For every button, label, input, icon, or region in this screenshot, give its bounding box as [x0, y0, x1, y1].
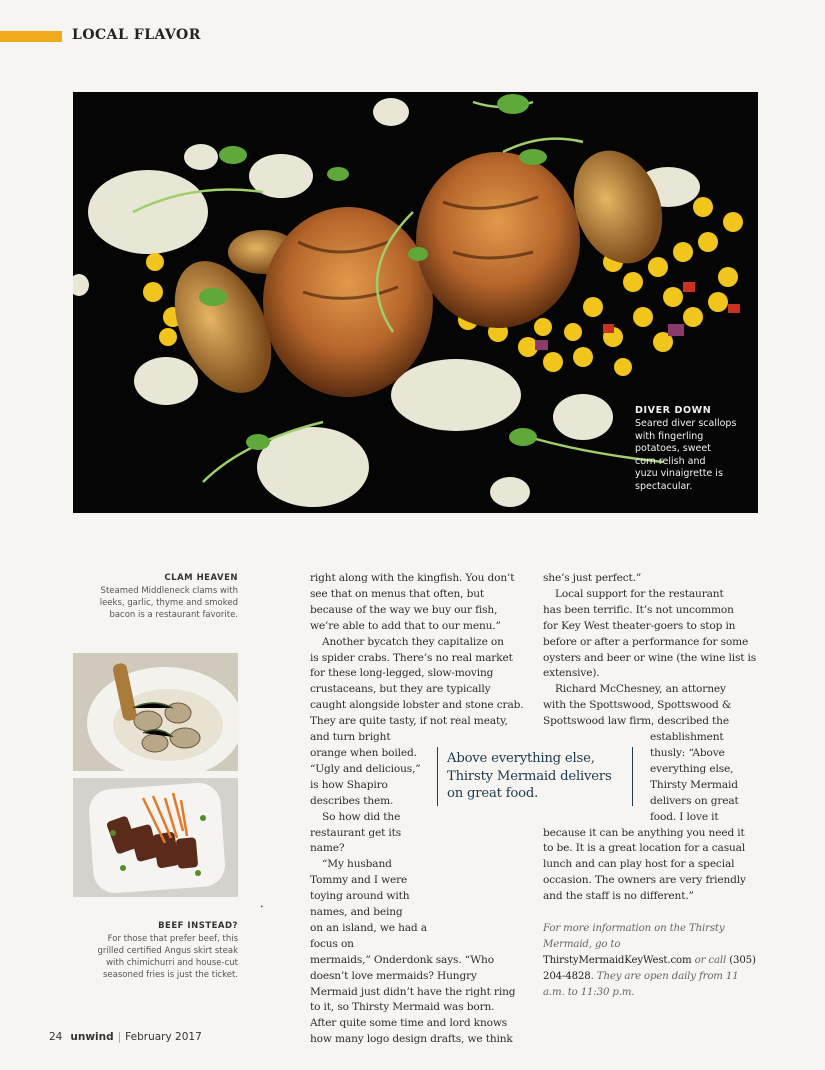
- article-line: thusly: “Above: [650, 746, 725, 759]
- article-line: how many logo design drafts, we think: [310, 1033, 513, 1046]
- pull-quote-line: on great food.: [447, 786, 539, 801]
- steak-photo: [73, 778, 238, 897]
- article-line: extensive).: [543, 667, 600, 680]
- article-line: describes them.: [310, 794, 394, 807]
- more-info: [543, 921, 761, 1001]
- article-line: Richard McChesney, an attorney: [555, 683, 726, 696]
- article-line: is spider crabs. There’s no real market: [310, 651, 513, 664]
- more-info-text: For more information on the Thirsty Mermaid, go to: [543, 923, 725, 950]
- caption-line: with fingerling: [635, 430, 704, 442]
- decorative-mark: •: [260, 904, 264, 911]
- article-line: has been terrific. It’s not uncommon: [543, 603, 734, 616]
- article-line: caught alongside lobster and stone crab.: [310, 699, 524, 712]
- article-line: After quite some time and lord knows: [310, 1017, 508, 1030]
- article-line: for these long-legged, slow-moving: [310, 667, 494, 680]
- article-line: everything else,: [650, 762, 734, 775]
- issue-date: February 2017: [125, 1031, 202, 1043]
- hero-caption: [635, 405, 753, 493]
- article-line: Local support for the restaurant: [555, 587, 724, 600]
- beef-caption: [76, 921, 238, 981]
- article-line: see that on menus that often, but: [310, 587, 485, 600]
- article-line: They are quite tasty, if not real meaty,: [310, 715, 508, 728]
- article-line: doesn’t love mermaids? Hungry: [310, 969, 477, 982]
- article-line: to be. It is a great location for a casual: [543, 842, 746, 855]
- article-line: and the staff is no different.”: [543, 890, 694, 903]
- caption-line: Seared diver scallops: [635, 418, 737, 429]
- article-column-2: [543, 571, 761, 905]
- website-link[interactable]: ThirstyMermaidKeyWest.com: [543, 955, 692, 966]
- caption-line: corn relish and: [635, 455, 706, 467]
- article-line: lunch and can play host for a special: [543, 858, 735, 871]
- caption-line: grilled certified Angus skirt steak: [97, 946, 238, 956]
- article-line: Another bycatch they capitalize on: [322, 635, 504, 648]
- pull-quote: [437, 747, 633, 806]
- caption-line: seasoned fries is just the ticket.: [102, 970, 238, 980]
- article-line: Spottswood law firm, described the: [543, 715, 729, 728]
- article-line: crustaceans, but they are typically: [310, 683, 491, 696]
- pull-quote-line: Thirsty Mermaid delivers: [447, 768, 612, 784]
- beef-caption-text: [76, 933, 238, 981]
- article-line: “Ugly and delicious,”: [310, 762, 421, 775]
- article-line: is how Shapiro: [310, 778, 388, 791]
- article-line: because it can be anything you need it: [543, 826, 745, 839]
- hero-photo: [73, 92, 758, 513]
- article-line: and turn bright: [310, 731, 391, 744]
- caption-line: potatoes, sweet: [635, 443, 711, 454]
- clam-caption-title: CLAM HEAVEN: [164, 573, 238, 583]
- caption-line: For those that prefer beef, this: [107, 934, 238, 944]
- clam-bowl-illustration: [73, 653, 238, 771]
- article-line: So how did the: [322, 810, 401, 823]
- caption-line: bacon is a restaurant favorite.: [109, 610, 238, 620]
- article-line: oysters and beer or wine (the wine list is: [543, 651, 757, 664]
- article-line: mermaids,” Onderdonk says. “Who: [310, 953, 494, 966]
- more-info-text: or call: [691, 955, 730, 966]
- caption-line: Steamed Middleneck clams with: [100, 586, 238, 596]
- clam-photo: [73, 653, 238, 771]
- article-line: to it, so Thirsty Mermaid was born.: [310, 1001, 495, 1014]
- beef-caption-title: BEEF INSTEAD?: [158, 921, 238, 931]
- article-line: we’re able to add that to our menu.”: [310, 619, 501, 632]
- pull-quote-line: Above everything else,: [447, 751, 595, 766]
- article-column-1: [310, 571, 528, 1048]
- section-accent-bar: [0, 31, 62, 42]
- hero-caption-text: [635, 418, 753, 493]
- caption-line: spectacular.: [635, 480, 693, 492]
- article-line: she’s just perfect.”: [543, 572, 642, 584]
- steak-plate-illustration: [73, 778, 238, 897]
- article-line: toying around with names, and being: [310, 890, 410, 919]
- footer-separator: |: [117, 1031, 122, 1043]
- article-line: for Key West theater-goers to stop in: [543, 619, 736, 632]
- article-line: right along with the kingfish. You don’t: [310, 572, 515, 584]
- page-number: 24: [49, 1031, 63, 1043]
- article-line: Thirsty Mermaid: [650, 778, 738, 791]
- article-line: establishment: [650, 731, 724, 744]
- article-line: on an island, we had a focus on: [310, 921, 427, 950]
- article-line: “My husband Tommy and I were: [310, 858, 408, 887]
- article-line: because of the way we buy our fish,: [310, 603, 498, 616]
- more-info-text: . They are open daily from 11 a.m. to 11:30 p.m.: [543, 971, 739, 998]
- clam-caption: [76, 573, 238, 621]
- article-line: orange when boiled.: [310, 746, 417, 759]
- hero-caption-title: DIVER DOWN: [635, 405, 712, 416]
- caption-line: leeks, garlic, thyme and smoked: [99, 598, 238, 608]
- article-line: food. I love it: [650, 810, 719, 823]
- article-line: Mermaid just didn’t have the right ring: [310, 985, 516, 998]
- magazine-brand: unwind: [70, 1031, 114, 1043]
- clam-caption-text: [76, 585, 238, 621]
- article-line: with the Spottswood, Spottswood &: [543, 699, 732, 712]
- article-line: occasion. The owners are very friendly: [543, 874, 746, 887]
- article-line: restaurant get its name?: [310, 826, 402, 855]
- article-line: delivers on great: [650, 794, 739, 807]
- section-title: LOCAL FLAVOR: [72, 27, 201, 43]
- caption-line: yuzu vinaigrette is: [635, 468, 723, 479]
- page-footer: [49, 1031, 202, 1043]
- phone-number[interactable]: (305) 204-4828: [543, 955, 756, 982]
- caption-line: with chimichurri and house-cut: [106, 958, 238, 968]
- article-line: before or after a performance for some: [543, 635, 749, 648]
